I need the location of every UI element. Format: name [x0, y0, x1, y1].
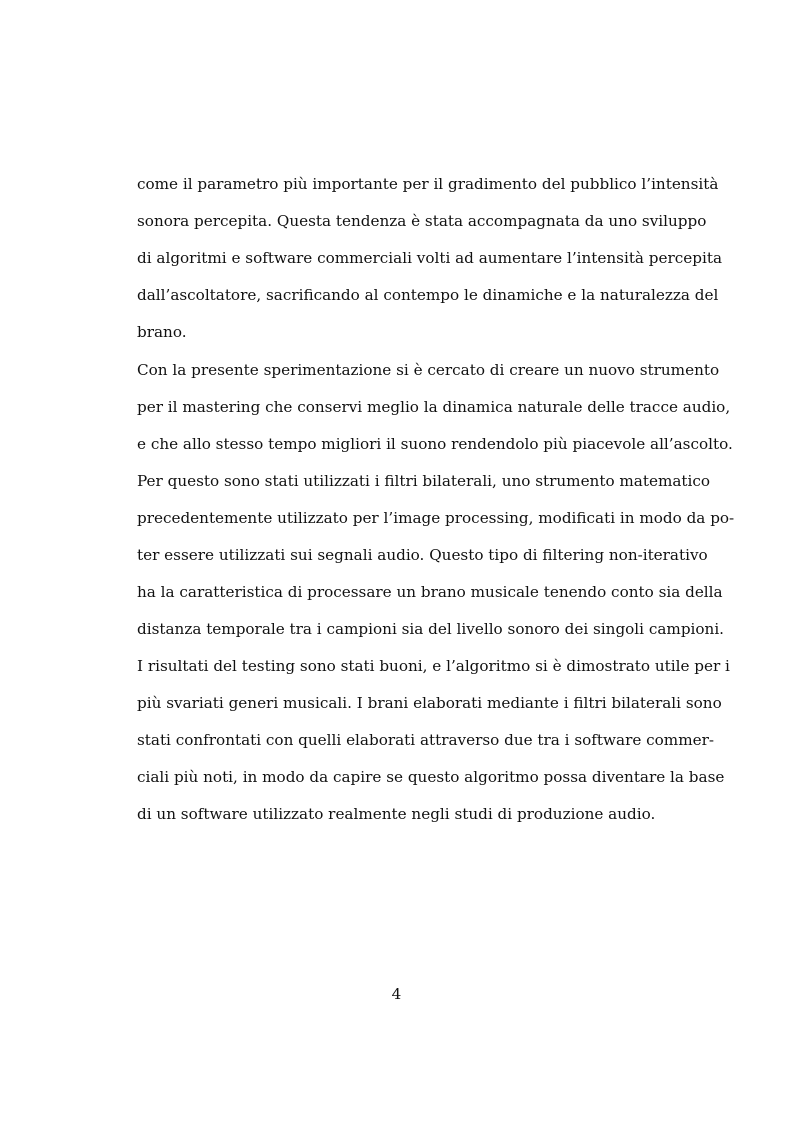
paragraph-2-line-1: Con la presente sperimentazione si è cercato di creare un nuovo strumento — [137, 361, 720, 379]
paragraph-1-line-5: brano. — [137, 323, 187, 341]
page-number: 4 — [391, 985, 402, 1003]
paragraph-2-line-2: per il mastering che conservi meglio la dinamica naturale delle tracce audio, — [137, 398, 731, 416]
paragraph-2-line-5: precedentemente utilizzato per l’image processing, modificati in modo da po- — [137, 509, 735, 527]
paragraph-2-line-10: più svariati generi musicali. I brani elaborati mediante i filtri bilaterali sono — [137, 694, 722, 712]
paragraph-2-line-4: Per questo sono stati utilizzati i filtri bilaterali, uno strumento matematico — [137, 472, 711, 490]
paragraph-2-line-3: e che allo stesso tempo migliori il suono rendendolo più piacevole all’ascolto. — [137, 435, 733, 453]
paragraph-2-line-8: distanza temporale tra i campioni sia del livello sonoro dei singoli campioni. — [137, 620, 725, 638]
paragraph-2-line-11: stati confrontati con quelli elaborati attraverso due tra i software commer- — [137, 731, 714, 749]
paragraph-2-line-6: ter essere utilizzati sui segnali audio. Questo tipo di filtering non-iterativo — [137, 546, 708, 564]
paragraph-2-line-13: di un software utilizzato realmente negli studi di produzione audio. — [137, 805, 656, 823]
paragraph-1-line-4: dall’ascoltatore, sacrificando al contempo le dinamiche e la naturalezza del — [137, 286, 719, 304]
paragraph-1-line-1: come il parametro più importante per il gradimento del pubblico l’intensità — [137, 175, 719, 193]
paragraph-2-line-12: ciali più noti, in modo da capire se questo algoritmo possa diventare la base — [137, 768, 725, 786]
paragraph-1-line-3: di algoritmi e software commerciali volti ad aumentare l’intensità percepita — [137, 249, 723, 267]
paragraph-2-line-7: ha la caratteristica di processare un brano musicale tenendo conto sia della — [137, 583, 723, 601]
paragraph-1-line-2: sonora percepita. Questa tendenza è stata accompagnata da uno sviluppo — [137, 212, 707, 230]
paragraph-2-line-9: I risultati del testing sono stati buoni, e l’algoritmo si è dimostrato utile per i — [137, 657, 730, 675]
